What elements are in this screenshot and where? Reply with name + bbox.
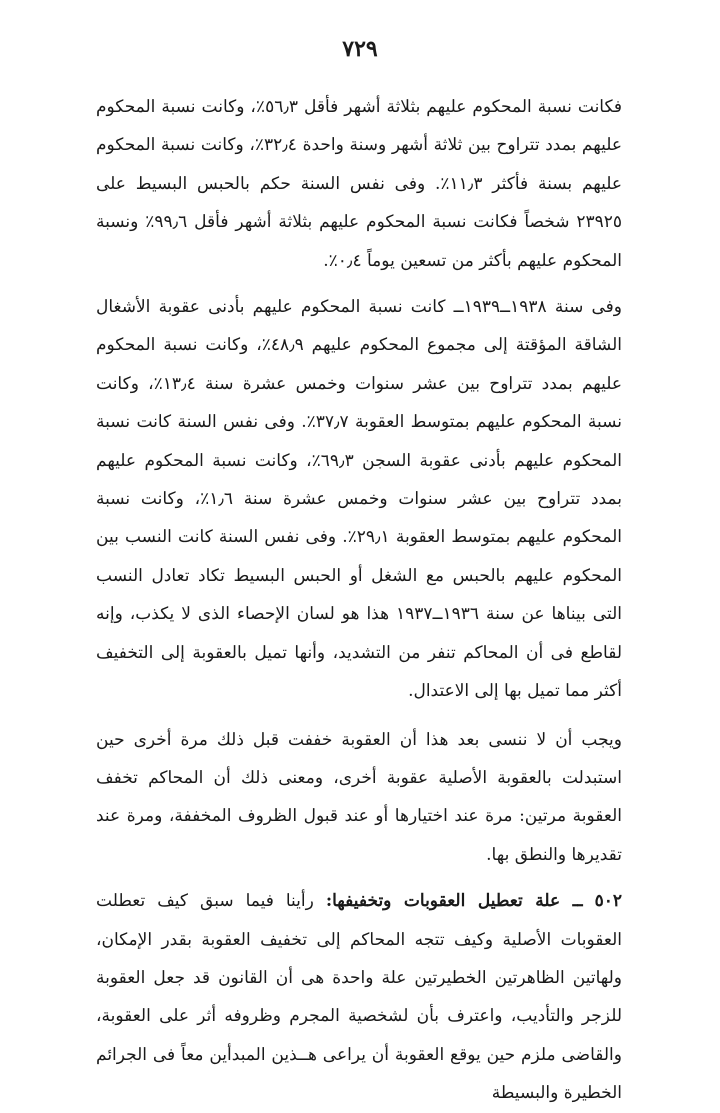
section-body: رأينا فيما سبق كيف تعطلت العقوبات الأصلية وكيف تتجه المحاكم إلى تخفيف العقوبة بقدر الإمكان، ولهاتين الظاهرتين الخطيرتين علة واحدة هى أن القانون قد جعل العقوبة للزجر والتأديب، واعترف بأن لشخصية المجرم وظروفه أثر على العقوبة، والقاضى ملزم حين يوقع العقوبة أن يراعى هــذين المبدأين معاً فى الجرائم الخطيرة والبسيطة	[96, 891, 622, 1104]
section-number: ٥٠٢	[594, 891, 623, 912]
body-text	[96, 88, 622, 1113]
paragraph-double-mitigation: ويجب أن لا ننسى بعد هذا أن العقوبة خففت قبل ذلك مرة أخرى حين استبدلت بالعقوبة الأصلية عقوبة أخرى، ومعنى ذلك أن المحاكم تخفف العقوبة مرتين: مرة عند اختيارها أو عند قبول الظروف المخففة، ومرة عند تقديرها والنطق بها.	[96, 729, 622, 865]
paragraph-statistics-1936: فكانت نسبة المحكوم عليهم بثلاثة أشهر فأقل ٥٦٫٣٪، وكانت نسبة المحكوم عليهم بمدد تتراوح بين ثلاثة أشهر وسنة واحدة ٣٢٫٤٪، وكانت نسبة المحكوم عليهم بسنة فأكثر ١١٫٣٪. وفى نفس السنة حكم بالحبس البسيط على ٢٣٩٢٥ شخصاً فكانت نسبة المحكوم عليهم بثلاثة أشهر فأقل ٩٩٫٦٪ ونسبة المحكوم عليهم بأكثر من تسعين يوماً ٠٫٤٪.	[96, 97, 622, 271]
section-502	[96, 882, 622, 1112]
page-number: ٧٢٩	[342, 36, 378, 62]
paragraph-statistics-1938: وفى سنة ١٩٣٨ــ١٩٣٩ــ كانت نسبة المحكوم عليهم بأدنى عقوبة الأشغال الشاقة المؤقتة إلى مجموع المحكوم عليهم ٤٨٫٩٪، وكانت نسبة المحكوم عليهم بمدد تتراوح بين عشر سنوات وخمس عشرة سنة ١٣٫٤٪، وكانت نسبة المحكوم عليهم بمتوسط العقوبة ٣٧٫٧٪. وفى نفس السنة كانت نسبة المحكوم عليهم بأدنى عقوبة السجن ٦٩٫٣٪، وكانت نسبة المحكوم عليهم بمدد تتراوح بين عشر سنوات وخمس عشرة سنة ١٫٦٪، وكانت نسبة المحكوم عليهم بمتوسط العقوبة ٢٩٫١٪. وفى نفس السنة كانت النسب بين المحكوم عليهم بالحبس مع الشغل أو الحبس البسيط تكاد تعادل النسب التى بيناها عن سنة ١٩٣٦ــ١٩٣٧ هذا هو لسان الإحصاء الذى لا يكذب، وإنه لقاطع فى أن المحاكم تنفر من التشديد، وأنها تميل بالعقوبة إلى التخفيف أكثر مما تميل بها إلى الاعتدال.	[96, 297, 623, 702]
section-heading: ــ علة تعطيل العقوبات وتخفيفها:	[325, 891, 583, 912]
